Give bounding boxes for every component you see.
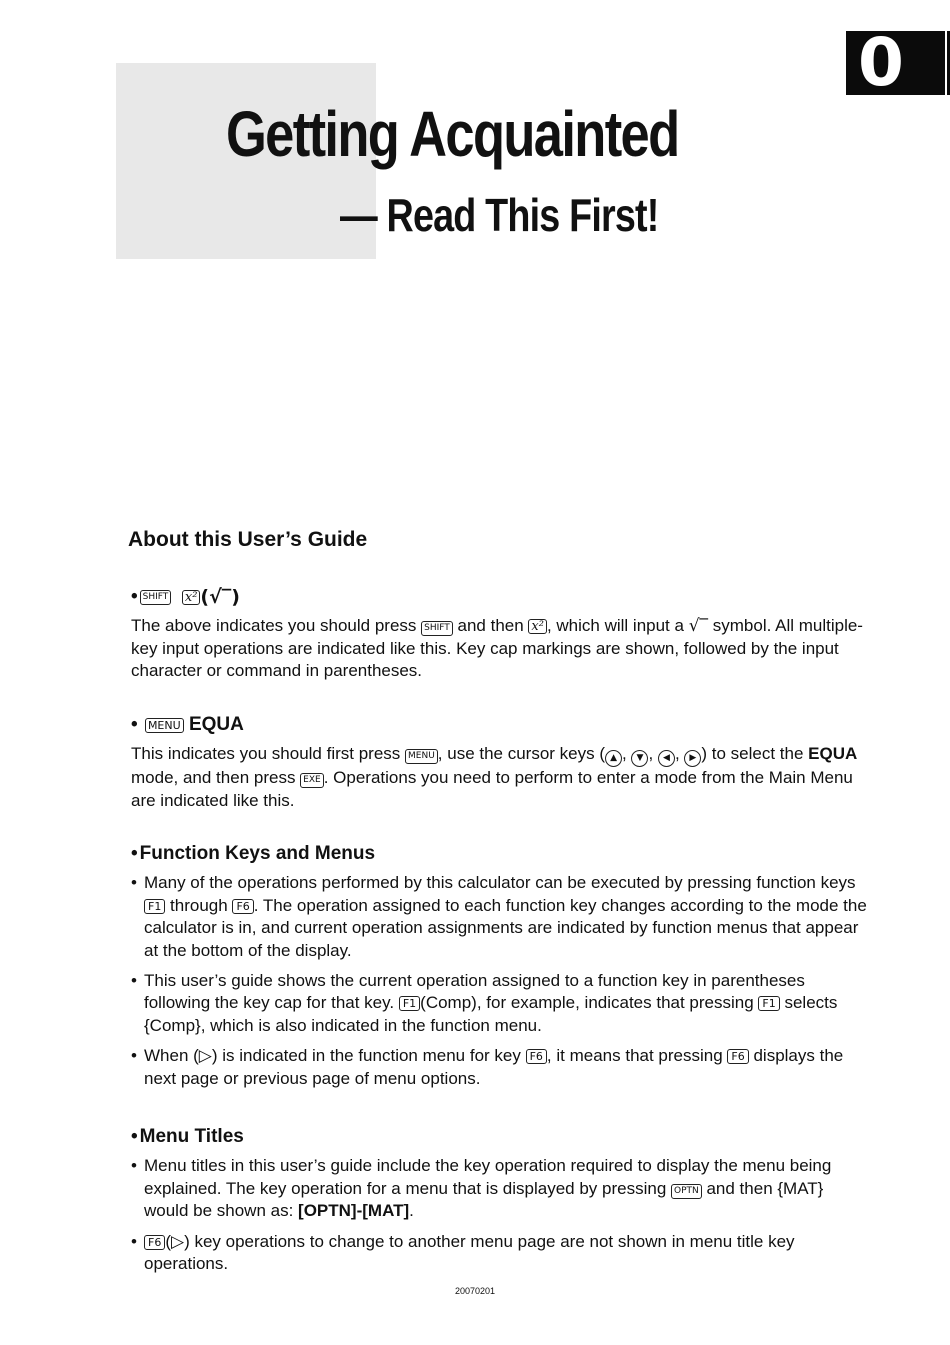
right-arrow-key-icon: ▶ [684, 750, 701, 767]
item-shift-sqrt [131, 586, 871, 683]
left-arrow-key-icon: ◀ [658, 750, 675, 767]
function-keys-heading-label: Function Keys and Menus [139, 843, 376, 864]
bullet-icon: • [131, 843, 138, 864]
text-run: (Comp), for example, indicates that pressing [420, 993, 759, 1013]
list-item [144, 1231, 871, 1276]
chapter-tab-edge [945, 31, 947, 95]
exe-key-icon: EXE [300, 773, 324, 788]
text-run: . The operation assigned to each function key changes according to the mode the calculator is in, and current operation assignments are indicated by function menus that appear at the bottom of the display. [144, 895, 867, 960]
menu-key-icon: MENU [405, 749, 438, 764]
menu-titles-heading-label: Menu Titles [139, 1126, 244, 1147]
item-function-keys [131, 843, 871, 1098]
text-run: Menu titles in this user’s guide include the key operation required to display the menu being explained. The key operation for a menu that is displayed by pressing [144, 1156, 832, 1198]
item-menu-equa-heading [131, 714, 871, 736]
text-run: , use the cursor keys ( [437, 744, 606, 764]
bullet-icon: • [131, 714, 138, 735]
item-function-keys-heading [131, 843, 871, 865]
sqrt-label: (√‾) [200, 586, 240, 608]
menu-key-icon: MENU [145, 718, 184, 733]
text-run: This user’s guide shows the current operation assigned to a function key in parentheses following the key cap for that key. [144, 971, 805, 1013]
x-squared-key-icon: x² [528, 619, 547, 634]
text-run-bold: [OPTN]-[MAT] [298, 1201, 410, 1221]
f6-key-icon: F6 [144, 1235, 165, 1250]
chapter-tab [846, 24, 950, 101]
optn-key-icon: OPTN [671, 1184, 702, 1199]
text-run: , which will input a [546, 616, 689, 636]
text-run: . [409, 1201, 414, 1221]
list-item [144, 872, 871, 962]
f6-key-icon: F6 [727, 1049, 748, 1064]
text-run: and then [452, 616, 529, 636]
text-run: symbol. All multiple-key input operations are indicated like this. Key cap markings are shown, followed by the input character or command in parentheses. [131, 616, 863, 681]
down-arrow-key-icon: ▼ [631, 750, 648, 767]
shift-key-icon: SHIFT [140, 590, 172, 605]
text-run: , [674, 744, 685, 764]
up-arrow-key-icon: ▲ [605, 750, 622, 767]
text-run: The above indicates you should press [131, 616, 422, 636]
text-run: This indicates you should first press [131, 744, 406, 764]
shift-key-icon: SHIFT [421, 621, 453, 636]
bullet-icon: • [131, 586, 138, 607]
text-run: . Operations you need to perform to enter a mode from the Main Menu are indicated like this. [131, 768, 853, 810]
text-run: Many of the operations performed by this calculator can be executed by pressing function keys [144, 873, 856, 893]
bullet-icon: • [131, 1126, 138, 1147]
x-squared-key-icon: x² [182, 590, 201, 605]
text-run: ) to select the [701, 744, 809, 764]
text-run: When (▷) is indicated in the function menu for key [144, 1046, 526, 1066]
page-subtitle: — Read This First! [340, 189, 659, 241]
f1-key-icon: F1 [758, 996, 779, 1011]
page-title: Getting Acquainted [226, 98, 679, 170]
text-run: (▷) key operations to change to another menu page are not shown in menu title key operations. [144, 1231, 795, 1274]
item-menu-titles [131, 1126, 871, 1283]
item-menu-titles-heading [131, 1126, 871, 1148]
equa-label: EQUA [188, 714, 244, 735]
text-run: , it means that pressing [546, 1046, 728, 1066]
list-item [144, 1045, 871, 1090]
text-run: mode, and then press [131, 768, 301, 788]
list-item [144, 1155, 871, 1222]
item-shift-sqrt-heading [131, 586, 871, 608]
item-menu-equa-text [131, 743, 871, 812]
f6-key-icon: F6 [232, 899, 253, 914]
text-run: , [648, 744, 658, 764]
f6-key-icon: F6 [526, 1049, 547, 1064]
text-run: and then {MAT} would be shown as: [144, 1178, 824, 1221]
footer-code: 20070201 [454, 1286, 496, 1296]
chapter-number: 0 [858, 24, 904, 101]
sqrt-symbol: √‾ [688, 616, 709, 637]
f1-key-icon: F1 [399, 996, 420, 1011]
item-shift-sqrt-text [131, 615, 871, 682]
text-run: selects {Comp}, which is also indicated in the function menu. [144, 993, 838, 1035]
item-menu-equa [131, 714, 871, 812]
list-item [144, 970, 871, 1037]
text-run: through [165, 895, 233, 915]
function-keys-list [131, 872, 871, 1090]
section-heading: About this User’s Guide [128, 528, 368, 551]
f1-key-icon: F1 [144, 899, 165, 914]
text-run-bold: EQUA [808, 744, 858, 764]
text-run: displays the next page or previous page of menu options. [144, 1046, 844, 1088]
text-run: , [622, 744, 632, 764]
menu-titles-list [131, 1155, 871, 1275]
